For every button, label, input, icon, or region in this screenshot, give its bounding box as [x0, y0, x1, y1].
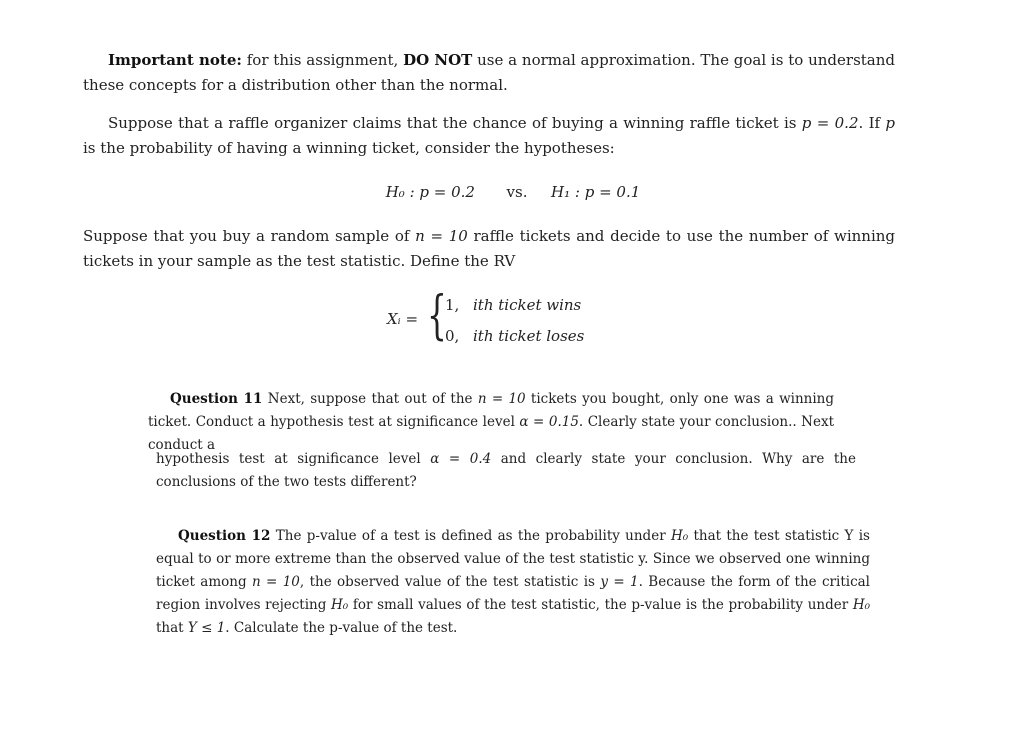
sample-text-1: Suppose that you buy a random sample of [83, 227, 416, 245]
important-note-paragraph [83, 48, 895, 98]
q12-text-3: , the observed value of the test statistic is [299, 574, 601, 590]
q11-text-2a: hypothesis test at significance level [156, 451, 431, 467]
q12-math-n: n = 10 [251, 574, 300, 590]
note-emphasis: DO NOT [403, 51, 473, 69]
q11-text-2b: and clearly state your conclusion. Why are the conclusions of the two tests different? [156, 451, 856, 490]
intro-math-p-value: p = 0.2 [801, 114, 859, 132]
sample-paragraph [83, 224, 895, 274]
question-11-part-2 [156, 448, 856, 494]
note-text-before: for this assignment, [241, 51, 404, 69]
q12-text-5: for small values of the test statistic, the p-value is the probability under [348, 597, 853, 613]
note-text-after: use a normal approximation. The goal is to understand these concepts for a distribution other than the normal. [83, 51, 895, 94]
q12-text-2: that the test statistic Y is equal to or more extreme than the observed value of the test statistic y. Since we observed one winning ticket among [156, 528, 870, 590]
q12-math-inequality: Y ≤ 1 [187, 620, 226, 636]
q12-text-1: The p-value of a test is defined as the probability under [270, 528, 671, 544]
intro-paragraph [83, 111, 895, 161]
question-11-label: Question 11 [170, 391, 263, 407]
q11-text-1c: . Clearly state your conclusion.. Next conduct a [148, 414, 835, 453]
rv-case-wins-text: ith ticket wins [473, 296, 582, 314]
q12-h0-a: H₀ [670, 528, 689, 544]
rv-case-loses [445, 327, 584, 345]
random-variable-definition [387, 286, 647, 350]
q11-text-1b: tickets you bought, only one was a winning ticket. Conduct a hypothesis test at significance level [148, 391, 834, 430]
q12-text-4: . Because the form of the critical region involves rejecting [156, 574, 870, 613]
q11-alpha-1: α = 0.15 [519, 414, 579, 430]
sample-math-n: n = 10 [415, 227, 468, 245]
null-hypothesis: H₀ : p = 0.2 [385, 183, 475, 201]
intro-text-1: Suppose that a raffle organizer claims that the chance of buying a winning raffle ticket is [108, 114, 802, 132]
q11-math-n: n = 10 [477, 391, 526, 407]
question-11-part-1 [148, 388, 834, 457]
q12-h0-b: H₀ [331, 597, 349, 613]
vs-label: vs. [506, 183, 528, 201]
alternative-hypothesis: H₁ : p = 0.1 [551, 183, 641, 201]
q12-h0-c: H₀ [852, 597, 871, 613]
question-12-label: Question 12 [178, 528, 271, 544]
hypotheses-display [0, 183, 1026, 201]
q11-text-1a: Next, suppose that out of the [262, 391, 478, 407]
left-brace-icon: { [427, 286, 447, 346]
q12-text-6: that [156, 620, 188, 636]
rv-lhs: Xᵢ = [387, 310, 419, 328]
q11-alpha-2: α = 0.4 [430, 451, 492, 467]
rv-case-wins-value: 1, [445, 296, 460, 314]
sample-text-2: raffle tickets and decide to use the number of winning tickets in your sample as the test statistic. Define the RV [83, 227, 896, 270]
rv-case-wins [445, 296, 581, 314]
rv-case-loses-text: ith ticket loses [473, 327, 585, 345]
intro-text-3: is the probability of having a winning ticket, consider the hypotheses: [83, 139, 615, 157]
important-note-label: Important note: [108, 51, 242, 69]
intro-math-p: p [885, 114, 896, 132]
intro-text-2: . If [858, 114, 886, 132]
rv-case-loses-value: 0, [445, 327, 460, 345]
q12-math-y: y = 1 [600, 574, 639, 590]
q12-text-7: . Calculate the p-value of the test. [225, 620, 458, 636]
question-12 [156, 525, 870, 640]
